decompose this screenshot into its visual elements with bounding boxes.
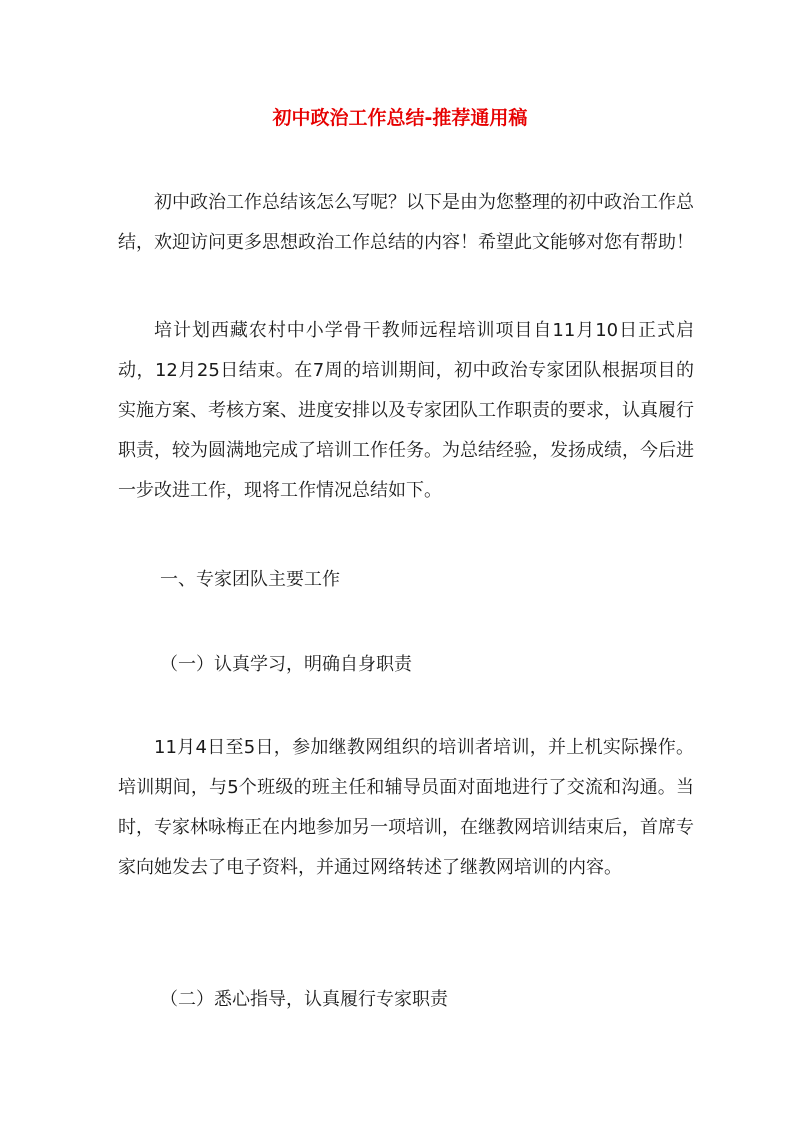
- subsection-heading-2: （二）悉心指导，认真履行专家职责: [160, 989, 448, 1010]
- section-heading-1: 一、专家团队主要工作: [160, 569, 340, 590]
- intro-paragraph: 初中政治工作总结该怎么写呢？以下是由为您整理的初中政治工作总结，欢迎访问更多思想政治工作总结的内容！希望此文能够对您有帮助！: [118, 192, 694, 253]
- body-paragraph-2: 11月4日至5日，参加继教网组织的培训者培训，并上机实际操作。培训期间，与5个班级的班主任和辅导员面对面地进行了交流和沟通。当时，专家林咏梅正在内地参加另一项培训，在继教网培训结束后，首席专家向她发去了电子资料，并通过网络转述了继教网培训的内容。: [118, 737, 694, 878]
- subsection-heading-1: （一）认真学习，明确自身职责: [160, 654, 412, 675]
- body-paragraph-1: 培计划西藏农村中小学骨干教师远程培训项目自11月10日正式启动，12月25日结束。在7周的培训期间，初中政治专家团队根据项目的实施方案、考核方案、进度安排以及专家团队工作职责的要求，认真履行职责，较为圆满地完成了培训工作任务。为总结经验，发扬成绩，今后进一步改进工作，现将工作情况总结如下。: [118, 320, 694, 501]
- document-title: 初中政治工作总结-推荐通用稿: [272, 107, 528, 129]
